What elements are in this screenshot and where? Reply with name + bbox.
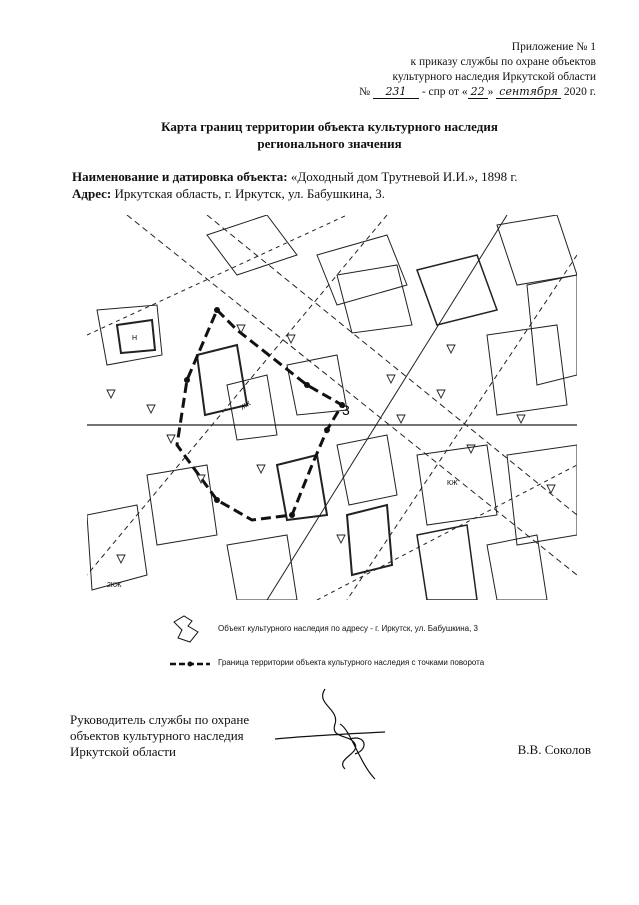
signature-line-3: Иркутской области bbox=[70, 744, 176, 759]
object-name-row bbox=[72, 168, 612, 185]
appendix-order-number bbox=[296, 85, 596, 100]
title-line-2: регионального значения bbox=[257, 136, 402, 151]
order-month-handwritten: сентября bbox=[496, 86, 561, 99]
legend-text-object: Объект культурного наследия по адресу - г. Иркутск, ул. Бабушкина, 3 bbox=[218, 624, 478, 633]
boundary-map bbox=[87, 215, 577, 600]
signature-line-2: объектов культурного наследия bbox=[70, 728, 244, 743]
order-date-quote: » bbox=[487, 86, 494, 98]
order-date-prefix: - спр от « bbox=[421, 86, 468, 98]
appendix-header bbox=[296, 40, 596, 100]
map-legend bbox=[170, 612, 600, 692]
boundary-point-label: 3 bbox=[342, 402, 350, 418]
map-zone-label-3: КЖ bbox=[447, 480, 458, 487]
object-address-value: Иркутская область, г. Иркутск, ул. Бабушкина, 3. bbox=[114, 186, 386, 201]
map-drawing bbox=[87, 215, 577, 600]
appendix-line-2: к приказу службы по охране объектов bbox=[410, 56, 596, 68]
appendix-line-3: культурного наследия Иркутской области bbox=[392, 71, 596, 83]
legend-text-boundary: Граница территории объекта культурного наследия с точками поворота bbox=[218, 658, 485, 667]
object-outline-icon bbox=[170, 612, 204, 646]
object-info bbox=[72, 168, 612, 202]
map-zone-label-4: Н bbox=[132, 335, 138, 342]
number-sign: № bbox=[359, 86, 371, 98]
boundary-line-icon bbox=[170, 654, 210, 674]
order-year: 2020 г. bbox=[563, 86, 596, 98]
appendix-line-1: Приложение № 1 bbox=[511, 41, 596, 53]
handwritten-signature bbox=[255, 684, 395, 784]
order-number-handwritten: 231 bbox=[373, 86, 419, 99]
map-zone-label-1: ЖК bbox=[239, 400, 253, 412]
title-line-1: Карта границ территории объекта культурного наследия bbox=[161, 119, 498, 134]
signature-line-1: Руководитель службы по охране bbox=[70, 712, 250, 727]
object-name-label: Наименование и датировка объекта: bbox=[72, 169, 288, 184]
signatory-name: В.В. Соколов bbox=[517, 742, 591, 757]
object-address-label: Адрес: bbox=[72, 186, 112, 201]
map-zone-label-2: 2КЖ bbox=[107, 582, 122, 589]
legend-item-object bbox=[170, 612, 600, 652]
object-name-value: «Доходный дом Трутневой И.И.», 1898 г. bbox=[290, 169, 518, 184]
order-day-handwritten: 22 bbox=[468, 86, 488, 99]
object-address-row bbox=[72, 185, 612, 202]
document-title bbox=[60, 118, 599, 152]
